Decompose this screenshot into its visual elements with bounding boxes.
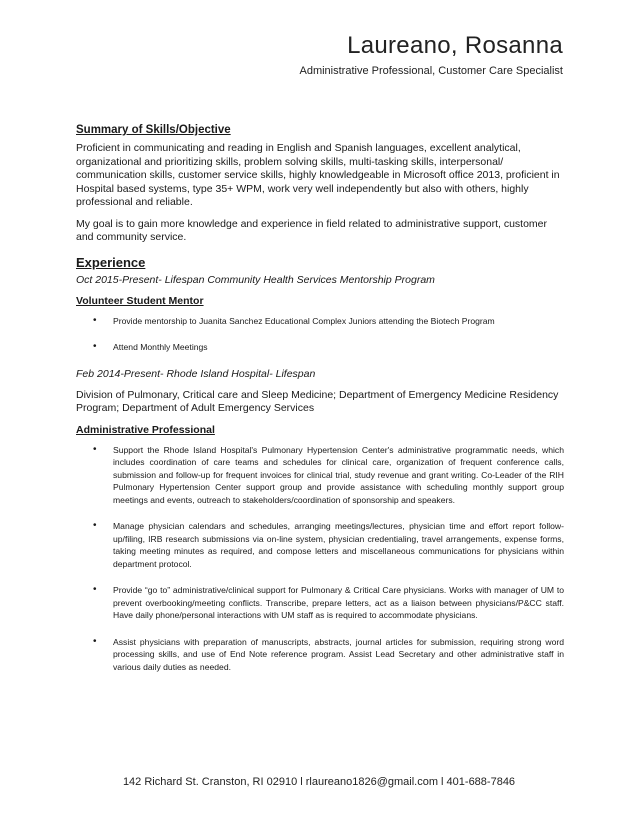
- bullet-text: Provide mentorship to Juanita Sanchez Educational Complex Juniors attending the Biotech Program: [113, 315, 495, 326]
- bullet-icon: •: [93, 443, 97, 455]
- list-item: [76, 444, 564, 507]
- bullet-text: Manage physician calendars and schedules, arranging meetings/lectures, physician time and effort report follow-up/filing, IRB research submissions via on-line system, physician credentialing, travel arrangements, expense forms, taking meeting minutes as required, and compose letters and miscellaneous communications for physicians within department protocol.: [113, 521, 564, 569]
- job1-dates: Oct 2015-Present- Lifespan Community Health Services Mentorship Program: [76, 273, 435, 286]
- list-item: [76, 341, 564, 354]
- list-item: [76, 636, 564, 674]
- bullet-text: Provide “go to” administrative/clinical support for Pulmonary & Critical Care physicians. Works with manager of UM to prevent overbooking/meeting conflicts. Transcribe, prepare letters, act as a liaison between physicians/P&CC staff. Have daily phone/personal interactions with UM staff as is required to accommodate physicians.: [113, 585, 564, 620]
- bullet-text: Support the Rhode Island Hospital's Pulmonary Hypertension Center's administrative programmatic needs, which includes coordination of care teams and schedules for clinical care, organization of frequent conference calls, submission and follow-up for frequent invoices for clinical trial, study revenue and grant writing. Co-Leader of the RIH Pulmonary Hypertension Center support group and provide assistance with scheduling monthly support group meetings and events, outreach to stakeholders/coordination of sponsorship and speakers.: [113, 444, 564, 505]
- summary-heading: Summary of Skills/Objective: [76, 124, 231, 136]
- contact-footer: 142 Richard St. Cranston, RI 02910 l rlaureano1826@gmail.com l 401-688-7846: [122, 776, 516, 788]
- bullet-text: Attend Monthly Meetings: [113, 342, 208, 352]
- bullet-icon: •: [93, 520, 97, 531]
- job2-title: Administrative Professional: [76, 423, 215, 436]
- resume-content: [76, 124, 564, 687]
- bullet-text: Assist physicians with preparation of manuscripts, abstracts, journal articles for submission, requiring strong word processing skills, and use of End Note reference program. Assist Lead Secretary and other administrative staff in various daily duties as needed.: [113, 636, 564, 672]
- job1-title: Volunteer Student Mentor: [76, 294, 204, 307]
- bullet-icon: •: [93, 314, 97, 326]
- list-item: [76, 584, 564, 622]
- candidate-subtitle: Administrative Professional, Customer Care Specialist: [299, 65, 563, 77]
- experience-heading: Experience: [76, 254, 146, 270]
- candidate-name: Laureano, Rosanna: [347, 32, 563, 59]
- list-item: [76, 315, 564, 328]
- summary-skills: Proficient in communicating and reading in English and Spanish languages, excellent analytical, organizational and prioritizing skills, problem solving skills, multi-tasking skills, interpersonal/ communication skills, customer service skills, highly knowledgeable in Microsoft office 2013, proficient in Hospital based systems, type 35+ WPM, work very well independently but also with others, highly professional and reliable.: [76, 142, 560, 208]
- job2-division: Division of Pulmonary, Critical care and Sleep Medicine; Department of Emergency Medicine Residency Program; Department of Adult Emergency Services: [76, 388, 559, 414]
- bullet-icon: •: [93, 635, 97, 647]
- job2-dates: Feb 2014-Present- Rhode Island Hospital- Lifespan: [76, 367, 316, 380]
- summary-goal: My goal is to gain more knowledge and experience in field related to administrative support, customer and community service.: [76, 217, 547, 243]
- bullet-icon: •: [93, 584, 97, 595]
- job2-bullet-list: [76, 444, 564, 674]
- bullet-icon: •: [93, 341, 97, 352]
- list-item: [76, 520, 564, 570]
- job1-bullet-list: [76, 315, 564, 354]
